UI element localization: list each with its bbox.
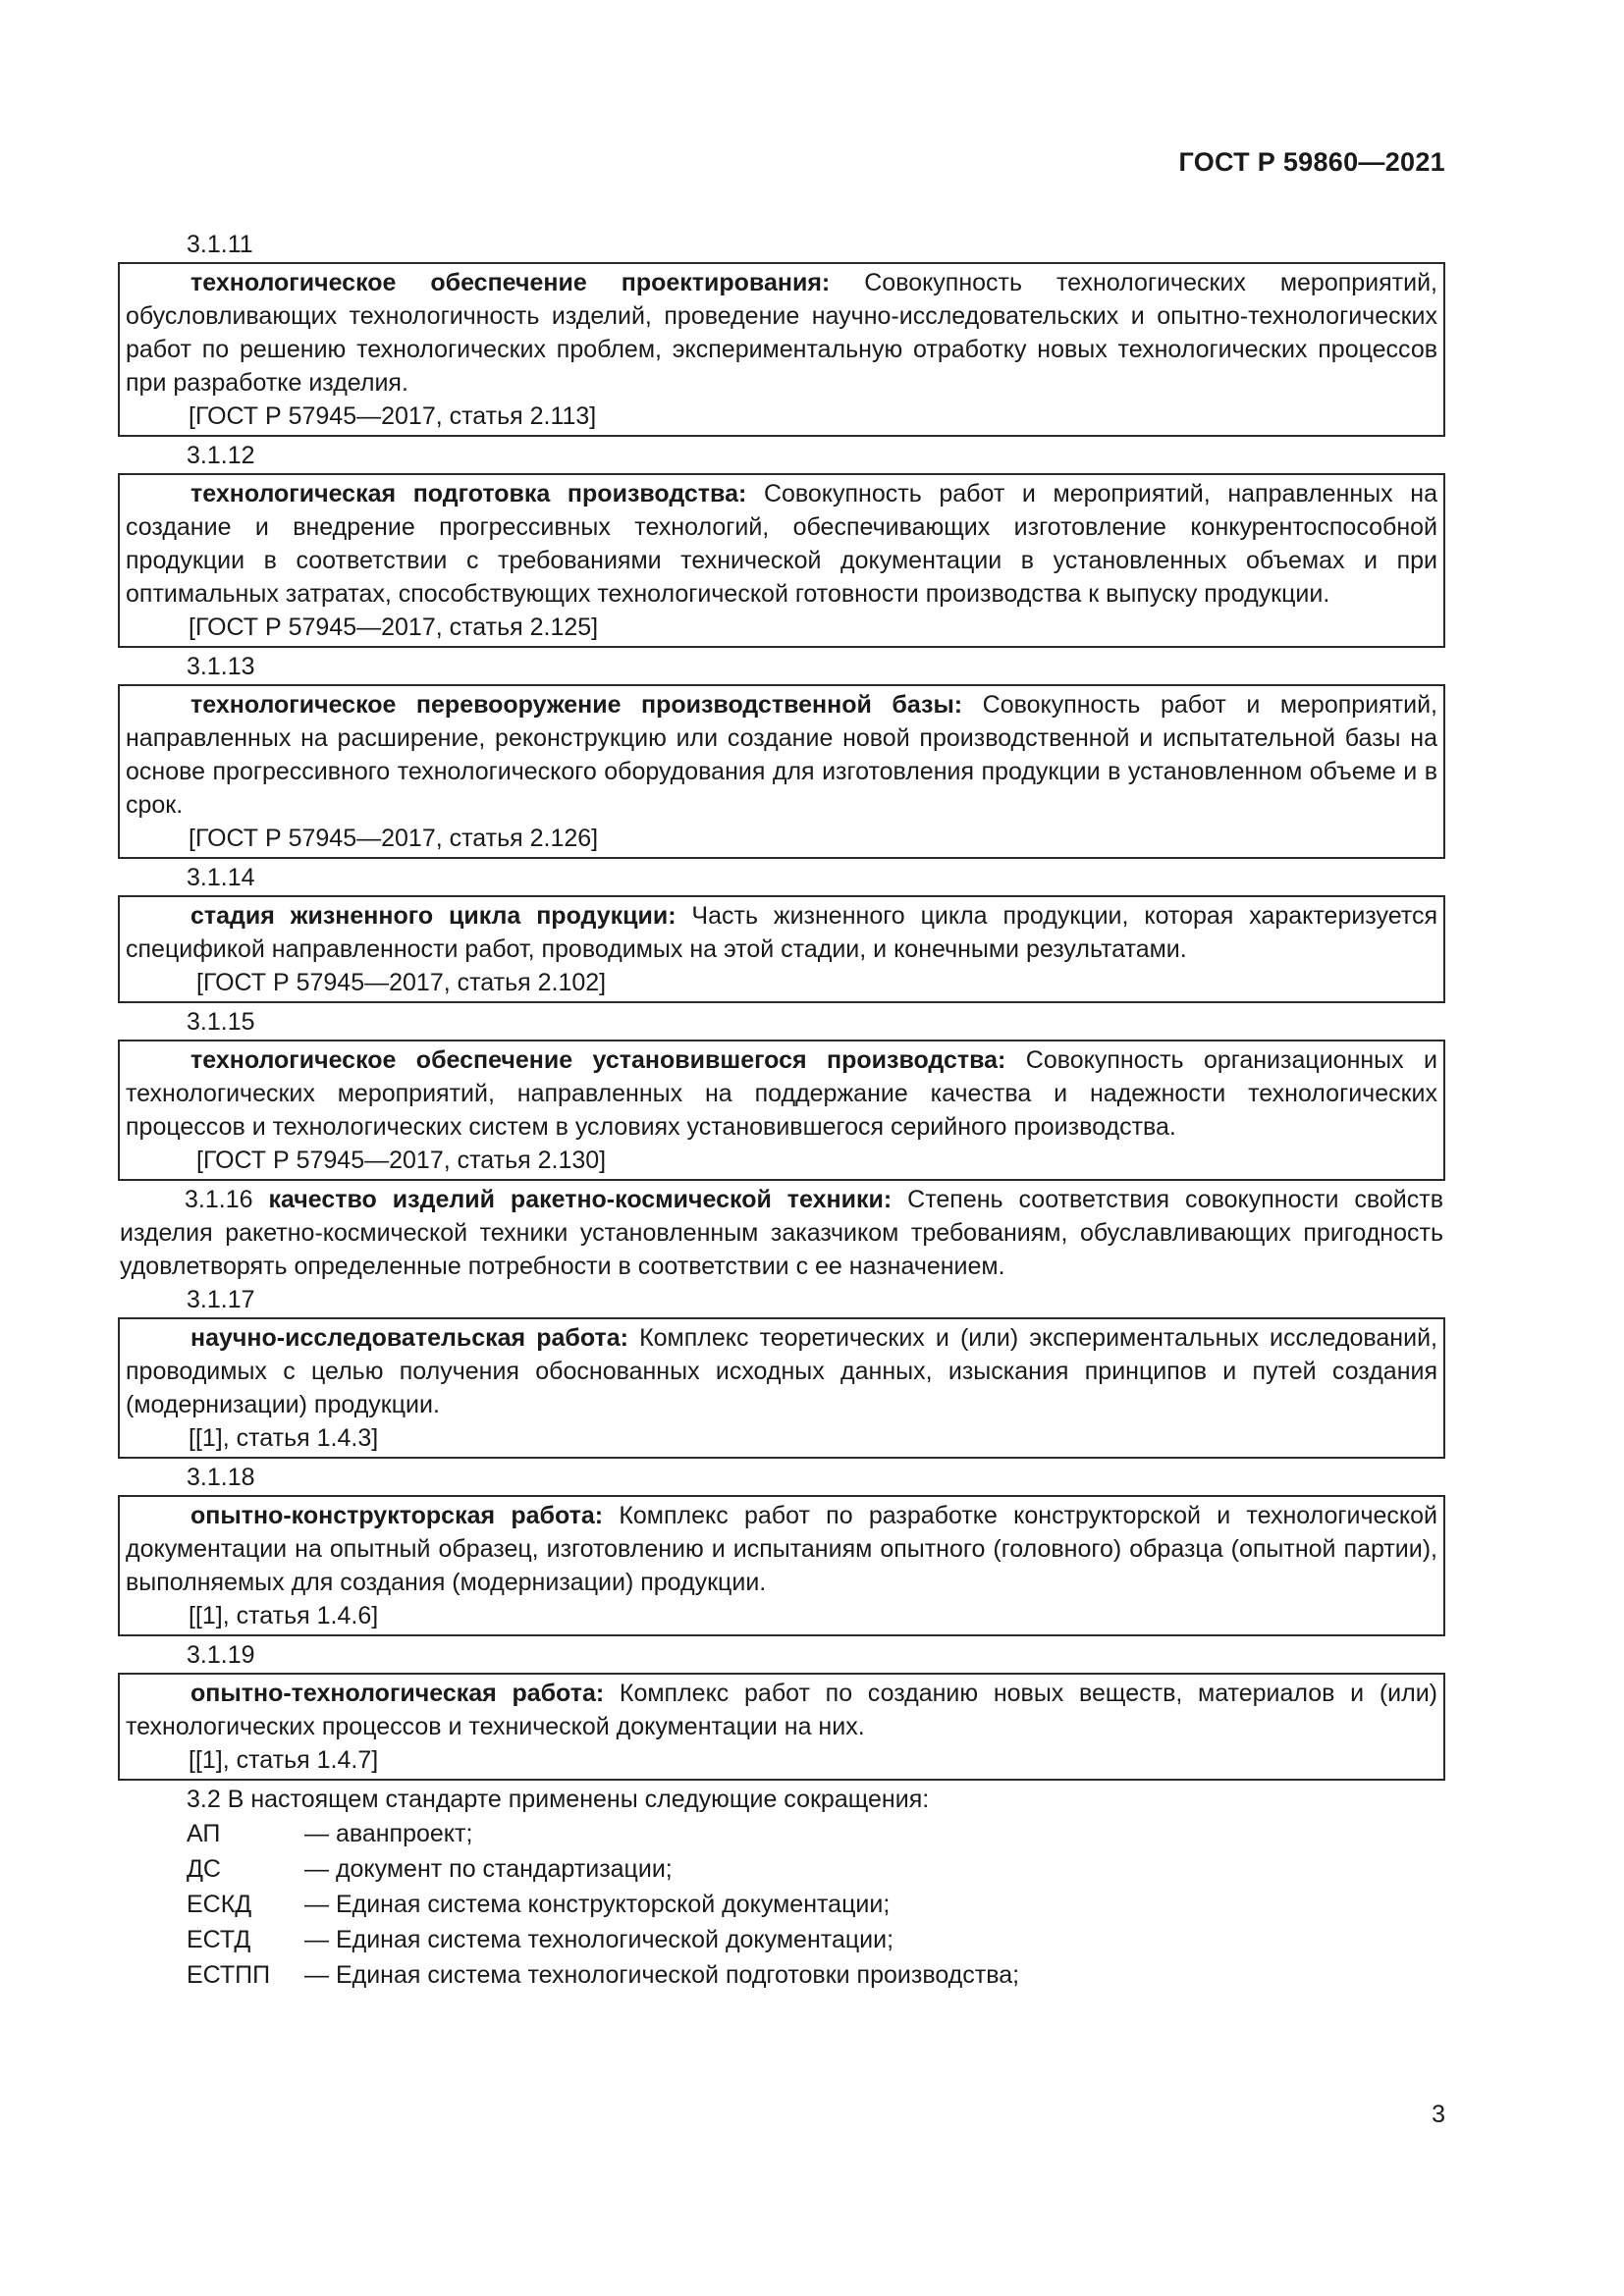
entry-number: 3.1.15 <box>187 1008 255 1036</box>
term-box <box>118 1040 1445 1181</box>
term: качество изделий ракетно-космической техники: <box>268 1186 893 1213</box>
definition: Совокупность технологических мероприятий, обусловливающих технологичность изделий, проведение научно-исследовательских и опытно-технологических работ по решению технологических проблем, экспериментальную отработку новых технологических процессов при разработке изделия. <box>126 269 1438 397</box>
entry-number: 3.1.13 <box>187 653 255 680</box>
definition: Комплекс работ по созданию новых веществ, материалов и (или) технологических процессов и технической документации на них. <box>126 1680 1437 1740</box>
definition: Комплекс теоретических и (или) экспериментальных исследований, проводимых с целью получения обоснованных исходных данных, изыскания принципов и путей создания (модернизации) продукции. <box>126 1324 1437 1418</box>
term: стадия жизненного цикла продукции: <box>190 902 677 930</box>
abbreviations-intro: 3.2 В настоящем стандарте применены следующие сокращения: <box>187 1786 930 1813</box>
source-reference: [[1], статья 1.4.3] <box>189 1424 379 1452</box>
definition: Совокупность работ и мероприятий, направленных на создание и внедрение прогрессивных технологий, обеспечивающих изготовление конкурентоспособной продукции в соответствии с требованиями технической документации в установленных объемах и при оптимальных затратах, способствующих технологической готовности производства к выпуску продукции. <box>126 480 1437 608</box>
entry-number: 3.1.12 <box>187 442 255 469</box>
term: научно-исследовательская работа: <box>190 1324 628 1352</box>
entry-number: 3.1.16 <box>185 1186 253 1213</box>
term-box <box>118 1495 1445 1636</box>
abbreviation-row <box>118 1957 1445 1993</box>
source-reference: [ГОСТ Р 57945—2017, статья 2.102] <box>196 969 607 996</box>
term: технологическое обеспечение проектирования: <box>190 269 831 296</box>
abbreviation-row <box>118 1922 1445 1957</box>
term-box <box>118 262 1445 437</box>
source-reference: [ГОСТ Р 57945—2017, статья 2.125] <box>189 614 599 641</box>
abbreviation-meaning: — аванпроект; <box>304 1820 473 1847</box>
term-box <box>118 1317 1445 1459</box>
term: опытно-конструкторская работа: <box>190 1502 604 1529</box>
term: технологическое обеспечение установившегося производства: <box>190 1046 1006 1074</box>
abbreviations-list <box>118 1816 1445 1993</box>
document-id: ГОСТ Р 59860—2021 <box>1178 147 1445 177</box>
source-reference: [ГОСТ Р 57945—2017, статья 2.126] <box>189 825 599 852</box>
term-box <box>118 895 1445 1003</box>
source-reference: [ГОСТ Р 57945—2017, статья 2.113] <box>189 402 597 430</box>
page-content <box>118 228 1445 1993</box>
abbreviation-meaning: — Единая система конструкторской документации; <box>304 1891 891 1918</box>
abbreviation-meaning: — документ по стандартизации; <box>304 1855 673 1883</box>
abbreviation: ЕСТД <box>187 1926 251 1953</box>
abbreviation: ЕСКД <box>187 1891 252 1918</box>
entry-number: 3.1.14 <box>187 864 255 891</box>
definition: Часть жизненного цикла продукции, которая характеризуется спецификой направленности работ, проводимых на этой стадии, и конечными результатами. <box>126 902 1437 963</box>
abbreviation-row <box>118 1887 1445 1922</box>
abbreviation-row <box>118 1816 1445 1851</box>
abbreviation: АП <box>187 1820 221 1847</box>
definition: Совокупность организационных и технологических мероприятий, направленных на поддержание качества и надежности технологических процессов и технологических систем в условиях установившегося серийного производства. <box>126 1046 1437 1141</box>
entry-number: 3.1.17 <box>187 1286 255 1313</box>
abbreviation-row <box>118 1851 1445 1887</box>
term: технологическое перевооружение производственной базы: <box>190 691 963 719</box>
page-number: 3 <box>1432 2101 1445 2128</box>
source-reference: [ГОСТ Р 57945—2017, статья 2.130] <box>196 1147 607 1174</box>
term: опытно-технологическая работа: <box>190 1680 605 1707</box>
abbreviation: ЕСТПП <box>187 1961 271 1989</box>
term: технологическая подготовка производства: <box>190 480 747 507</box>
definition: Совокупность работ и мероприятий, направленных на расширение, реконструкцию или создание новой производственной и испытательной базы на основе прогрессивного технологического оборудования для изготовления продукции в установленном объеме и в срок. <box>126 691 1437 819</box>
abbreviation-meaning: — Единая система технологической подготовки производства; <box>304 1961 1020 1989</box>
term-box <box>118 473 1445 648</box>
source-reference: [[1], статья 1.4.6] <box>189 1602 379 1629</box>
abbreviation: ДС <box>187 1855 221 1883</box>
entry-number: 3.1.11 <box>187 231 253 258</box>
entry-number: 3.1.19 <box>187 1641 255 1669</box>
definition: Комплекс работ по разработке конструкторской и технологической документации на опытный образец, изготовлению и испытаниям опытного (головного) образца (опытной партии), выполняемых для создания (модернизации) продукции. <box>126 1502 1437 1596</box>
abbreviation-meaning: — Единая система технологической документации; <box>304 1926 894 1953</box>
paragraph-3-1-16 <box>118 1183 1445 1283</box>
definition: Степень соответствия совокупности свойств изделия ракетно-космической техники установленным заказчиком требованиям, обуславливающих пригодность удовлетворять определенные потребности в соответствии с ее назначением. <box>120 1186 1443 1280</box>
term-box <box>118 684 1445 859</box>
source-reference: [[1], статья 1.4.7] <box>189 1746 379 1774</box>
entry-number: 3.1.18 <box>187 1464 255 1491</box>
term-box <box>118 1673 1445 1781</box>
